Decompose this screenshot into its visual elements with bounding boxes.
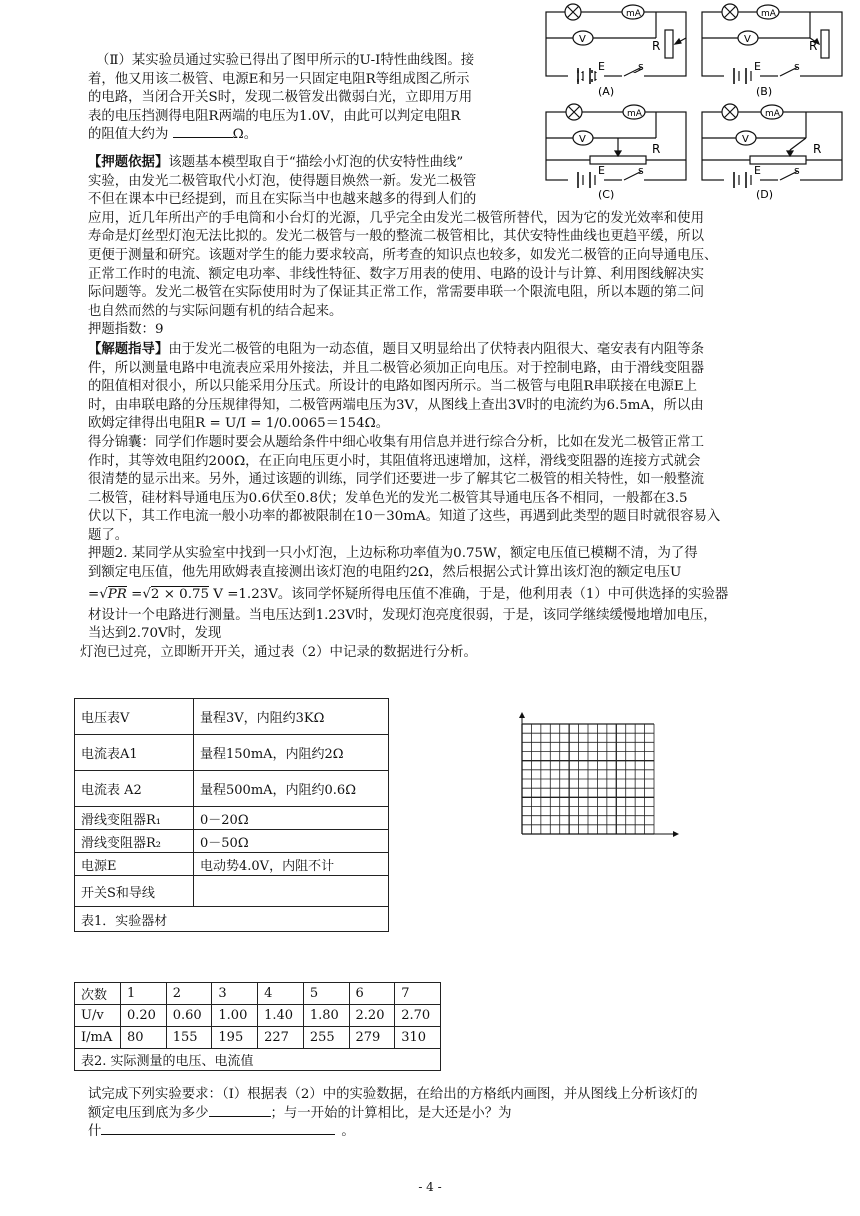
table-cell: 2.20 <box>349 1005 395 1027</box>
circuit-c-switch: s <box>638 164 644 177</box>
page-number: - 4 - <box>418 1180 442 1194</box>
circuit-a-label: (A) <box>598 85 615 98</box>
index-line: 押题指数：9 <box>88 322 164 338</box>
circuit-a-source: E <box>598 60 605 73</box>
circuit-c-voltmeter: V <box>579 134 586 145</box>
table-cell: 电动势4.0V，内阻不计 <box>194 853 389 876</box>
q2-line: 当达到2.70V时，发现 <box>88 626 222 642</box>
question-line: 试完成下列实验要求：（Ⅰ）根据表（2）中的实验数据，在给出的方格纸内画图，并从图线上分析该灯的 <box>88 1087 698 1102</box>
circuit-c-label: (C) <box>598 188 615 201</box>
table-cell: 量程150mA，内阻约2Ω <box>194 735 389 771</box>
table-cell: 2 <box>166 983 212 1005</box>
basis-line: 也自然而然的与实际问题有机的结合起来。 <box>88 303 343 319</box>
table-cell: 0－50Ω <box>194 830 389 853</box>
basis-line: 寿命是灯丝型灯泡无法比拟的。发光二极管与一般的整流二极管相比，其伏安特性曲线也更趋平缓，所以 <box>88 229 704 245</box>
circuit-b-ammeter: mA <box>761 9 776 19</box>
table-caption-row <box>75 1049 441 1071</box>
table-cell: 4 <box>258 983 304 1005</box>
table-cell: 0.60 <box>166 1005 212 1027</box>
tips-line: 伏以下，其工作电流一般小功率的都被限制在10－30mA。知道了这些，再遇到此类型的题目时就很容易入 <box>88 509 721 525</box>
circuit-b-source: E <box>754 60 761 73</box>
q2-line: 材设计一个电路进行测量。当电压达到1.23V时，发现灯泡亮度很弱，于是，该同学继续缓慢地增加电压， <box>88 607 717 623</box>
table-cell: 电压表V <box>75 699 194 735</box>
circuit-c-source: E <box>598 164 605 177</box>
table-cell: 电流表 A2 <box>75 771 194 807</box>
basis-heading: 【押题依据】 <box>88 154 169 170</box>
table-cell: 5 <box>303 983 349 1005</box>
basis-line: 该题基本模型取自于“描绘小灯泡的伏安特性曲线” <box>168 155 464 170</box>
table-cell: 2.70 <box>395 1005 441 1027</box>
table-row <box>75 876 389 907</box>
circuit-a-ammeter: mA <box>626 9 641 19</box>
table-cell: 1.00 <box>212 1005 258 1027</box>
circuit-d-label: (D) <box>756 188 774 201</box>
part2-line: （Ⅱ）某实验员通过实验已得出了图甲所示的U-I特性曲线图。接 <box>96 53 475 68</box>
circuit-d-source: E <box>754 164 761 177</box>
table-row <box>75 771 389 807</box>
table-cell: 开关S和导线 <box>75 876 194 907</box>
table-cell: 滑线变阻器R₁ <box>75 807 194 830</box>
measurement-table <box>74 982 441 1071</box>
circuit-b-resistor: R <box>809 39 818 53</box>
q2-formula-line <box>88 583 788 607</box>
table-caption: 表2. 实际测量的电压、电流值 <box>75 1049 441 1071</box>
table-cell: 3 <box>212 983 258 1005</box>
circuit-a-resistor: R <box>652 39 661 53</box>
table-cell: 0.20 <box>121 1005 167 1027</box>
answer-blank-resistance[interactable] <box>173 137 233 138</box>
circuit-a <box>546 4 686 84</box>
question-line: ；与一开始的计算相比，是大还是小？为 <box>270 1105 512 1121</box>
formula-pr: PR <box>107 586 127 602</box>
basis-line: 正常工作时的电流、额定电功率、非线性特征、数字万用表的使用、电路的设计与计算、利用图线解决实 <box>88 266 704 282</box>
table-row <box>75 807 389 830</box>
part2-last-suffix: Ω。 <box>232 127 258 143</box>
guide-line: 欧姆定律得出电阻R = U/I = 1/0.0065＝154Ω。 <box>88 416 390 432</box>
answer-blank-voltage[interactable] <box>209 1116 271 1117</box>
table-cell: 1 <box>121 983 167 1005</box>
circuit-a-voltmeter: V <box>579 34 586 45</box>
question-line: 额定电压到底为多少 <box>88 1105 209 1121</box>
tips-line: 二极管，硅材料导通电压为0.6伏至0.8伏；发单色光的发光二极管其导通电压各不相同，一般都在3.5 <box>88 490 688 506</box>
table-cell: 量程3V，内阻约3KΩ <box>194 699 389 735</box>
table-cell: 电源E <box>75 853 194 876</box>
table-cell: 195 <box>212 1027 258 1049</box>
table-row <box>75 735 389 771</box>
circuit-b-voltmeter: V <box>744 34 751 45</box>
table-cell: 滑线变阻器R₂ <box>75 830 194 853</box>
table-cell: 次数 <box>75 983 121 1005</box>
sqrt-symbol: √ <box>142 586 151 602</box>
table-cell: 电流表A1 <box>75 735 194 771</box>
table-cell: 7 <box>395 983 441 1005</box>
question-line: 。 <box>341 1124 355 1140</box>
part2-line: 着，他又用该二极管、电源E和另一只固定电阻R等组成图乙所示 <box>88 71 470 87</box>
circuit-b-switch: s <box>794 60 800 73</box>
formula-tail: V =1.23V。该同学怀疑所得电压值不准确，于是，他利用表（1）中可供选择的实验器 <box>213 586 729 602</box>
x-axis-arrow <box>673 831 679 837</box>
circuit-b-label: (B) <box>756 85 773 98</box>
table-caption-row <box>75 907 389 932</box>
formula-mid: = <box>131 586 143 602</box>
table-cell: 310 <box>395 1027 441 1049</box>
q2-line: 到额定电压值，他先用欧姆表直接测出该灯泡的电阻约2Ω，然后根据公式计算出该灯泡的额定电压U <box>88 565 682 581</box>
circuit-c-ammeter: mA <box>627 109 642 119</box>
guide-line: 件，所以测量电路中电流表应采用外接法，并且二极管必须加正向电压。对于控制电路，由于滑线变阻器 <box>88 360 704 376</box>
circuit-d-voltmeter: V <box>742 134 749 145</box>
guide-heading: 【解题指导】 <box>88 340 169 357</box>
circuit-a-switch: s <box>638 60 644 73</box>
basis-section <box>80 153 788 662</box>
formula-eq: = <box>88 586 100 602</box>
tips-line: 题了。 <box>88 527 129 543</box>
table-cell: U/v <box>75 1005 121 1027</box>
basis-line: 应用，近几年所出产的手电筒和小台灯的光源，几乎完全由发光二极管所替代，因为它的发光效率和使用 <box>88 210 704 226</box>
circuit-d-resistor: R <box>813 142 822 156</box>
guide-line: 的阻值相对很小，所以只能采用分压式。所设计的电路如图丙所示。当二极管与电阻R串联接在电源E上 <box>88 379 698 395</box>
table-cell: 1.80 <box>303 1005 349 1027</box>
equipment-table <box>74 698 389 932</box>
table-row <box>75 699 389 735</box>
table-cell: 6 <box>349 983 395 1005</box>
table-cell: 227 <box>258 1027 304 1049</box>
table-caption: 表1．实验器材 <box>75 907 389 932</box>
circuit-d-ammeter: mA <box>765 109 780 119</box>
table-row <box>75 1027 441 1049</box>
basis-line: 实验，由发光二极管取代小灯泡，使得题目焕然一新。发光二极管 <box>88 173 477 189</box>
basis-line: 更便于测量和研究。该题对学生的能力要求较高，所考查的知识点也较多，如发光二极管的正向导通电压、 <box>88 247 718 263</box>
tips-line: 很清楚的显示出来。另外，通过该题的训练，同学们还要进一步了解其它二极管的相关特性，如一般整流 <box>88 472 704 488</box>
basis-line: 不但在课本中已经提到，而且在实际当中也越来越多的得到人们的 <box>88 192 477 208</box>
guide-line: 由于发光二极管的电阻为一动态值，题目又明显给出了伏特表内阻很大、毫安表有内阻等条 <box>168 341 704 357</box>
question-section <box>88 1086 788 1142</box>
table-cell: 1.40 <box>258 1005 304 1027</box>
table-row <box>75 853 389 876</box>
tips-line: 得分锦囊：同学们作题时要会从题给条件中细心收集有用信息并进行综合分析，比如在发光二极管正常工 <box>88 434 704 450</box>
part2-text <box>88 52 546 145</box>
part2-last-prefix: 的阻值大约为 <box>88 127 169 143</box>
part2-line: 表的电压挡测得电阻R两端的电压为1.0V，由此可以判定电阻R <box>88 108 461 124</box>
table-cell: I/mA <box>75 1027 121 1049</box>
table-cell: 279 <box>349 1027 395 1049</box>
table-cell: 0－20Ω <box>194 807 389 830</box>
table-cell <box>194 876 389 907</box>
table-cell: 80 <box>121 1027 167 1049</box>
guide-line: 时，由串联电路的分压规律得知，二极管两端电压为3V，从图线上查出3V时的电流约为6.5mA，所以由 <box>88 397 704 413</box>
question-line: 什 <box>88 1124 102 1140</box>
table-cell: 量程500mA，内阻约0.6Ω <box>194 771 389 807</box>
grid-paper[interactable] <box>512 710 682 840</box>
y-axis-arrow <box>519 712 525 718</box>
sqrt-symbol: √ <box>99 586 108 602</box>
table-cell: 155 <box>166 1027 212 1049</box>
circuit-d-switch: s <box>794 164 800 177</box>
q2-line: 灯泡已过亮，立即断开开关，通过表（2）中记录的数据进行分析。 <box>80 644 477 660</box>
table-cell: 255 <box>303 1027 349 1049</box>
table-row <box>75 983 441 1005</box>
answer-blank-reason[interactable] <box>101 1134 335 1135</box>
q2-line: 押题2. 某同学从实验室中找到一只小灯泡，上边标称功率值为0.75W，额定电压值已模糊不清，为了得 <box>88 546 698 562</box>
formula-num: 2 × 0.75 <box>150 586 209 602</box>
part2-line: 的电路，当闭合开关S时，发现二极管发出微弱白光，立即用万用 <box>88 90 473 106</box>
table-row <box>75 830 389 853</box>
circuit-c-resistor: R <box>652 142 661 156</box>
basis-line: 际问题等。发光二极管在实际使用时为了保证其正常工作，常需要串联一个限流电阻，所以本题的第二问 <box>88 285 704 301</box>
table-row <box>75 1005 441 1027</box>
tips-line: 作时，其等效电阻约200Ω，在正向电压更小时，其阻值将迅速增加，这样，滑线变阻器的连接方式就会 <box>88 453 701 469</box>
